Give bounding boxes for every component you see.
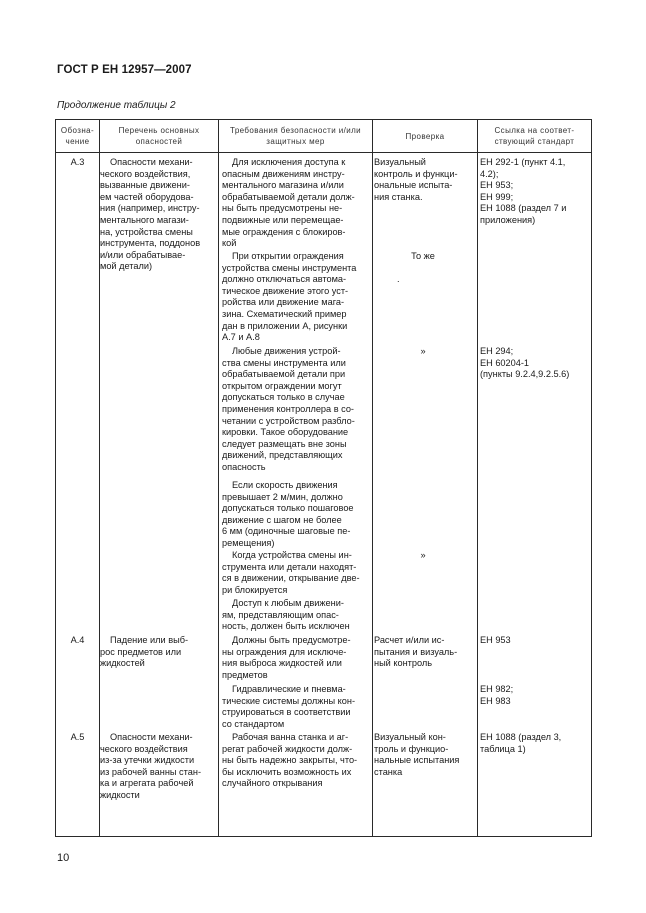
check-text: То же [411,251,435,261]
reference-text: ЕН 294; ЕН 60204-1 (пункты 9.2.4,9.2.5.6) [480,346,570,380]
requirement-text: Должны быть предусмотре- ны ограждения для исключе- ния выброса жидкостей или предметов [222,635,351,680]
row-id: А.5 [70,732,85,742]
check-text: » [420,346,426,356]
requirement-text: Доступ к любым движени- ям, представляющим опас- ность, должен быть исключен [222,598,350,632]
requirement-text: Любые движения устрой- ства смены инструмента или обрабатываемой детали при открытом ограждении могут допускаться только в случае применения контроллера в со- четании с устройством разбло- кировки. Такое оборудование следует размещать вне зоны движений, представляющих опасность [222,346,355,472]
requirement-text: Если скорость движения превышает 2 м/мин, должно допускаться только пошаговое движение с шагом не более 6 мм (одиночные шаговые пе- ремещения) [222,480,354,548]
table-caption: Продолжение таблицы 2 [57,100,176,111]
reference-text: ЕН 982; ЕН 983 [480,684,514,706]
requirement-text: Гидравлические и пневма- тические системы должны кон- струироваться в соответствии со стандартом [222,684,356,729]
column-header-requirements: Требования безопасности и/или защитных мер [229,126,362,146]
column-header-reference: Ссылка на соответ- ствующий стандарт [494,126,575,146]
requirement-text: Когда устройства смены ин- струмента или детали находят- ся в движении, открывание две- ри блокируется [222,550,360,595]
column-header-hazards: Перечень основных опасностей [118,126,200,146]
check-text: Визуальный кон- троль и функцио- нальные испытания станка [374,732,460,777]
check-text: » [420,550,426,560]
reference-text: ЕН 292-1 (пункт 4.1, 4.2); ЕН 953; ЕН 999; ЕН 1088 (раздел 7 и приложения) [480,157,567,225]
hazard-text: Падение или выб- рос предметов или жидкостей [100,635,189,669]
reference-text: ЕН 1088 (раздел 3, таблица 1) [480,732,562,754]
stray-mark: . [397,274,400,284]
requirement-text: При открытии ограждения устройства смены инструмента должно отключаться автома- тическое движение этого уст- ройства или движение мага- зина. Схематический пример дан в приложении А, рисунки А.7 и А.8 [222,251,357,343]
column-divider [372,119,373,837]
hazard-text: Опасности механи- ческого воздействия, вызванные движени- ем частей оборудова- ния (например, инстру- ментального магази- на, устройства смены инструмента, поддонов и/или обрабатывае- мой детали) [100,157,201,272]
column-header-check: Проверка [405,131,445,141]
header-divider [55,152,592,153]
hazard-text: Опасности механи- ческого воздействия из-за утечки жидкости из рабочей ванны стан- ка и агрегата рабочей жидкости [100,732,201,800]
page-number: 10 [57,852,70,864]
column-header-id: Обозна- чение [60,126,95,146]
column-divider [477,119,478,837]
requirement-text: Рабочая ванна станка и аг- регат рабочей жидкости долж- ны быть надежно закрыты, что- бы исключить возможность их случайного открывания [222,732,358,789]
row-id: А.3 [70,157,85,167]
requirement-text: Для исключения доступа к опасным движениям инстру- ментального магазина и/или обрабатываемой детали долж- ны быть предусмотрены не- подвижные или перемещае- мые ограждения с блокиров- кой [222,157,355,249]
row-id: А.4 [70,635,85,645]
reference-text: ЕН 953 [480,635,511,645]
document-header: ГОСТ Р ЕН 12957—2007 [57,64,192,76]
check-text: Визуальный контроль и функци- ональные испыта- ния станка. [374,157,458,202]
column-divider [218,119,219,837]
check-text: Расчет и/или ис- пытания и визуаль- ный контроль [374,635,458,669]
